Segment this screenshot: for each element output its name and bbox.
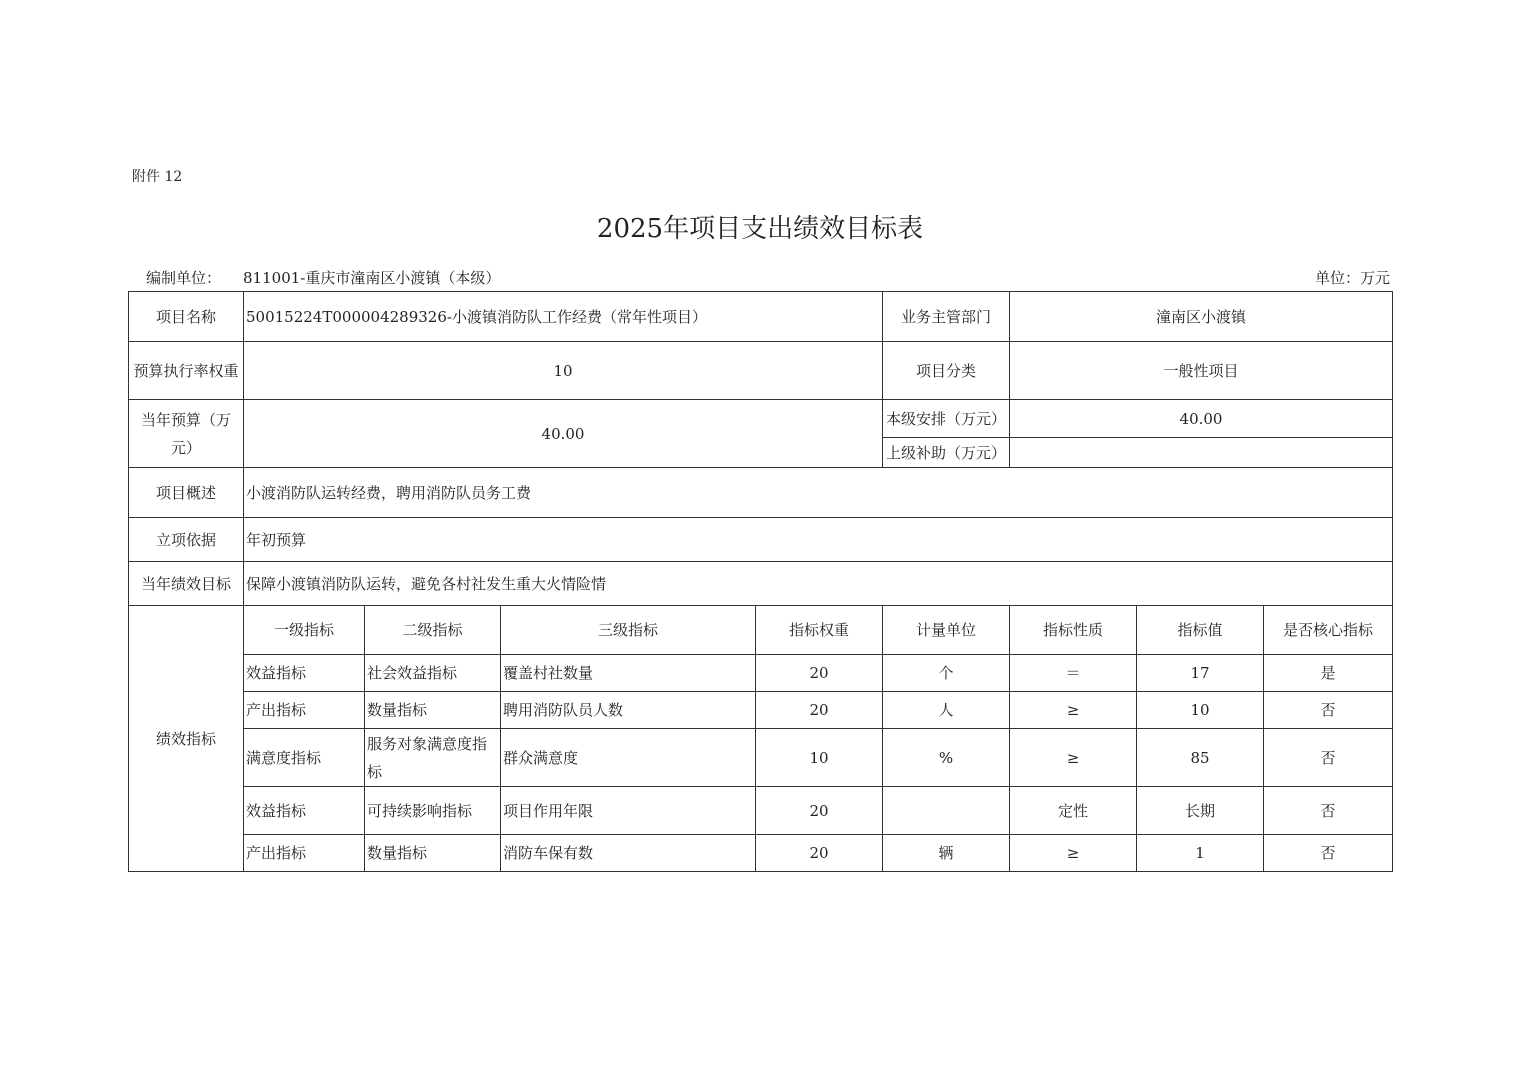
value-cell: 长期	[1137, 787, 1264, 835]
level3-cell: 聘用消防队员人数	[501, 692, 756, 729]
level1-cell: 效益指标	[244, 787, 365, 835]
weight-value: 10	[244, 342, 883, 400]
local-funding-value: 40.00	[1010, 400, 1393, 438]
header-level1: 一级指标	[244, 606, 365, 655]
weight-cell: 20	[756, 787, 883, 835]
category-label: 项目分类	[883, 342, 1010, 400]
level2-cell: 可持续影响指标	[365, 787, 501, 835]
project-name-value: 50015224T000004289326-小渡镇消防队工作经费（常年性项目）	[244, 292, 883, 342]
level2-cell: 数量指标	[365, 835, 501, 872]
goal-value: 保障小渡镇消防队运转，避免各村社发生重大火情险情	[244, 562, 1393, 606]
category-value: 一般性项目	[1010, 342, 1393, 400]
value-cell: 17	[1137, 655, 1264, 692]
unit-cell: 人	[883, 692, 1010, 729]
nature-cell: ≥	[1010, 729, 1137, 787]
table-row	[129, 692, 1393, 729]
core-cell: 否	[1264, 729, 1393, 787]
compiling-unit	[146, 267, 500, 288]
level2-cell: 数量指标	[365, 692, 501, 729]
dept-value: 潼南区小渡镇	[1010, 292, 1393, 342]
row-weight	[129, 342, 1393, 400]
dept-label: 业务主管部门	[883, 292, 1010, 342]
project-name-label: 项目名称	[129, 292, 244, 342]
level3-cell: 群众满意度	[501, 729, 756, 787]
basis-label: 立项依据	[129, 518, 244, 562]
level1-cell: 效益指标	[244, 655, 365, 692]
level3-cell: 消防车保有数	[501, 835, 756, 872]
attachment-label: 附件 12	[132, 169, 183, 185]
value-cell: 10	[1137, 692, 1264, 729]
core-cell: 是	[1264, 655, 1393, 692]
level1-cell: 满意度指标	[244, 729, 365, 787]
weight-cell: 20	[756, 835, 883, 872]
level2-cell: 社会效益指标	[365, 655, 501, 692]
core-cell: 否	[1264, 835, 1393, 872]
overview-value: 小渡消防队运转经费，聘用消防队员务工费	[244, 468, 1393, 518]
row-goal	[129, 562, 1393, 606]
local-funding-label: 本级安排（万元）	[883, 400, 1010, 438]
header-unit: 计量单位	[883, 606, 1010, 655]
upper-funding-value	[1010, 438, 1393, 468]
compiling-unit-value: 811001-重庆市潼南区小渡镇（本级）	[243, 269, 501, 287]
indicator-header-row	[129, 606, 1393, 655]
goal-label: 当年绩效目标	[129, 562, 244, 606]
row-overview	[129, 468, 1393, 518]
table-row	[129, 835, 1393, 872]
value-cell: 85	[1137, 729, 1264, 787]
unit-cell: 辆	[883, 835, 1010, 872]
header-nature: 指标性质	[1010, 606, 1137, 655]
row-basis	[129, 518, 1393, 562]
performance-table	[128, 291, 1393, 872]
unit-cell: %	[883, 729, 1010, 787]
nature-cell: 定性	[1010, 787, 1137, 835]
level2-cell: 服务对象满意度指标	[365, 729, 501, 787]
unit-cell	[883, 787, 1010, 835]
level3-cell: 覆盖村社数量	[501, 655, 756, 692]
page-title: 2025年项目支出绩效目标表	[596, 214, 924, 244]
weight-cell: 20	[756, 692, 883, 729]
budget-value: 40.00	[244, 400, 883, 468]
nature-cell: ≥	[1010, 692, 1137, 729]
upper-funding-label: 上级补助（万元）	[883, 438, 1010, 468]
unit-cell: 个	[883, 655, 1010, 692]
currency-unit: 单位：万元	[1314, 269, 1390, 287]
value-cell: 1	[1137, 835, 1264, 872]
weight-cell: 10	[756, 729, 883, 787]
header-weight: 指标权重	[756, 606, 883, 655]
header-value: 指标值	[1137, 606, 1264, 655]
budget-label: 当年预算（万元）	[129, 400, 244, 468]
header-level3: 三级指标	[501, 606, 756, 655]
overview-label: 项目概述	[129, 468, 244, 518]
table-row	[129, 787, 1393, 835]
header-level2: 二级指标	[365, 606, 501, 655]
compiling-unit-label: 编制单位：	[146, 269, 222, 287]
row-budget	[129, 400, 1393, 438]
level3-cell: 项目作用年限	[501, 787, 756, 835]
level1-cell: 产出指标	[244, 692, 365, 729]
table-row	[129, 655, 1393, 692]
header-core: 是否核心指标	[1264, 606, 1393, 655]
row-project-name	[129, 292, 1393, 342]
nature-cell: ＝	[1010, 655, 1137, 692]
table-row	[129, 729, 1393, 787]
nature-cell: ≥	[1010, 835, 1137, 872]
basis-value: 年初预算	[244, 518, 1393, 562]
indicators-section-label: 绩效指标	[129, 606, 244, 872]
weight-label: 预算执行率权重	[129, 342, 244, 400]
core-cell: 否	[1264, 692, 1393, 729]
core-cell: 否	[1264, 787, 1393, 835]
weight-cell: 20	[756, 655, 883, 692]
level1-cell: 产出指标	[244, 835, 365, 872]
